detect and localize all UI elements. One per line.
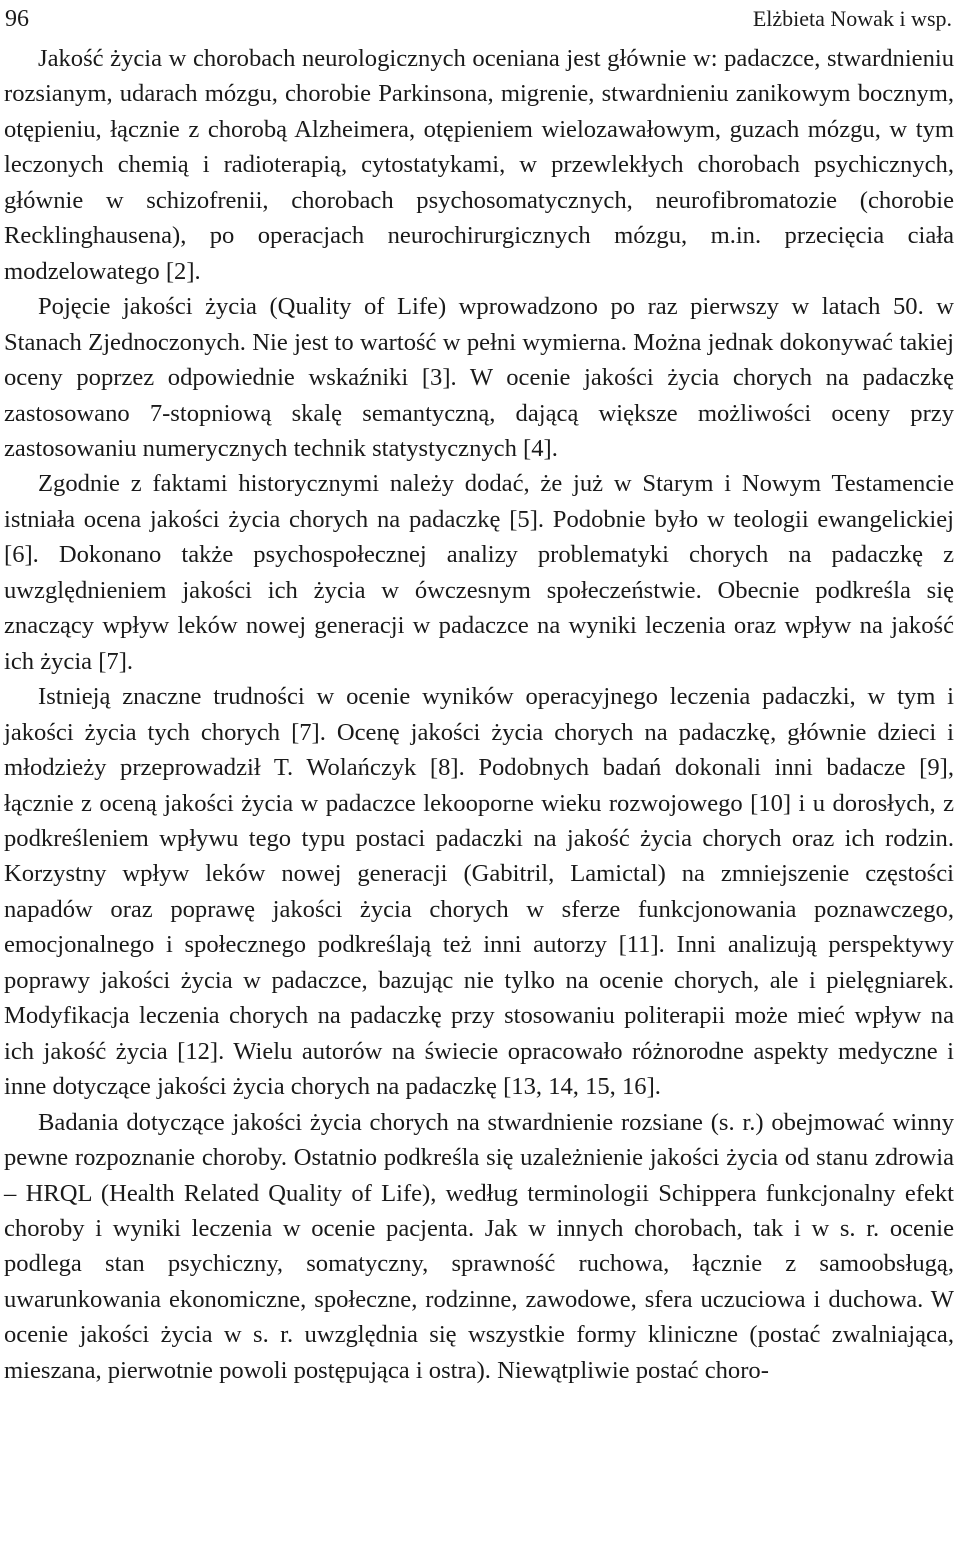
paragraph-intro: Jakość życia w chorobach neurologicznych oceniana jest głównie w: padaczce, stwardnieniu rozsianym, udarach mózgu, chorobie Parkinsona, migrenie, stwardnieniu zanikowym bocznym, otępieniu, łącznie z chorobą Alzheimera, otępieniem wielozawałowym, guzach mózgu, w tym leczonych chemią i radioterapią, cytostatykami, w przewlekłych chorobach psychicznych, głównie w schizofrenii, chorobach psychosomatycznych, neurofibromatozie (chorobie Recklinghausena), po operacjach neurochirurgicznych mózgu, m.in. przecięcia ciała modzelowatego [2].: [4, 45, 954, 285]
paragraph-multiple-sclerosis: Badania dotyczące jakości życia chorych na stwardnienie rozsiane (s. r.) obejmować winny pewne rozpoznanie choroby. Ostatnio podkreśla się uzależnienie jakości życia od stanu zdrowia – HRQL (Health Related Quality of Life), według terminologii Schippera funkcjonalny efekt choroby i wyniki leczenia w ocenie pacjenta. Jak w innych chorobach, tak i w s. r. ocenie podlega stan psychiczny, somatyczny, sprawność ruchowa, łącznie z samoobsługą, uwarunkowania ekonomiczne, społeczne, rodzinne, zawodowe, sfera uczuciowa i duchowa. W ocenie jakości życia w s. r. uwzględnia się wszystkie formy kliniczne (postać zwalniająca, mieszana, pierwotnie powoli postępująca i ostra). Niewątpliwie postać choro-: [4, 1108, 954, 1384]
paragraph-epilepsy-studies: Istnieją znaczne trudności w ocenie wyników operacyjnego leczenia padaczki, w tym i jakości życia tych chorych [7]. Ocenę jakości życia chorych na padaczkę, głównie dzieci i młodzieży przeprowadził T. Wolańczyk [8]. Podobnych badań dokonali inni badacze [9], łącznie z oceną jakości życia w padaczce lekooporne wieku rozwojowego [10] i u dorosłych, z podkreśleniem wpływu tego typu postaci padaczki na jakość życia chorych oraz ich rodzin. Korzystny wpływ leków nowej generacji (Gabitril, Lamictal) na zmniejszenie częstości napadów oraz poprawę jakości życia chorych w sferze funkcjonowania poznawczego, emocjonalnego i społecznego podkreślają też inni autorzy [11]. Inni analizują perspektywy poprawy jakości życia w padaczce, bazując nie tylko na ocenie chorych, ale i pielęgniarek. Modyfikacja leczenia chorych na padaczkę przy stosowaniu politerapii może mieć wpływ na ich jakość życia [12]. Wielu autorów na świecie opracowało różnorodne aspekty medyczne i inne dotyczące jakości życia chorych na padaczkę [13, 14, 15, 16].: [4, 683, 954, 1101]
paragraph-quality-of-life-definition: Pojęcie jakości życia (Quality of Life) wprowadzono po raz pierwszy w latach 50. w Stanach Zjednoczonych. Nie jest to wartość w pełni wymierna. Można jednak dokonywać takiej oceny poprzez odpowiednie wskaźniki [3]. W ocenie jakości życia chorych na padaczkę zastosowano 7-stopniową skalę semantyczną, dającą większe możliwości oceny przy zastosowaniu numerycznych technik statystycznych [4].: [4, 293, 954, 462]
running-author: Elżbieta Nowak i wsp.: [752, 6, 952, 31]
paragraph-historical: Zgodnie z faktami historycznymi należy dodać, że już w Starym i Nowym Testamencie istniała ocena jakości życia chorych na padaczkę [5]. Podobnie było w teologii ewangelickiej [6]. Dokonano także psychospołecznej analizy problematyki chorych na padaczkę z uwzględnieniem jakości ich życia w ówczesnym społeczeństwie. Obecnie podkreśla się znaczący wpływ leków nowej generacji w padaczce na wyniki leczenia oraz wpływ na jakość ich życia [7].: [4, 470, 954, 675]
article-body: [4, 41, 954, 1388]
page-number: 96: [5, 6, 29, 32]
running-header: [5, 2, 952, 36]
